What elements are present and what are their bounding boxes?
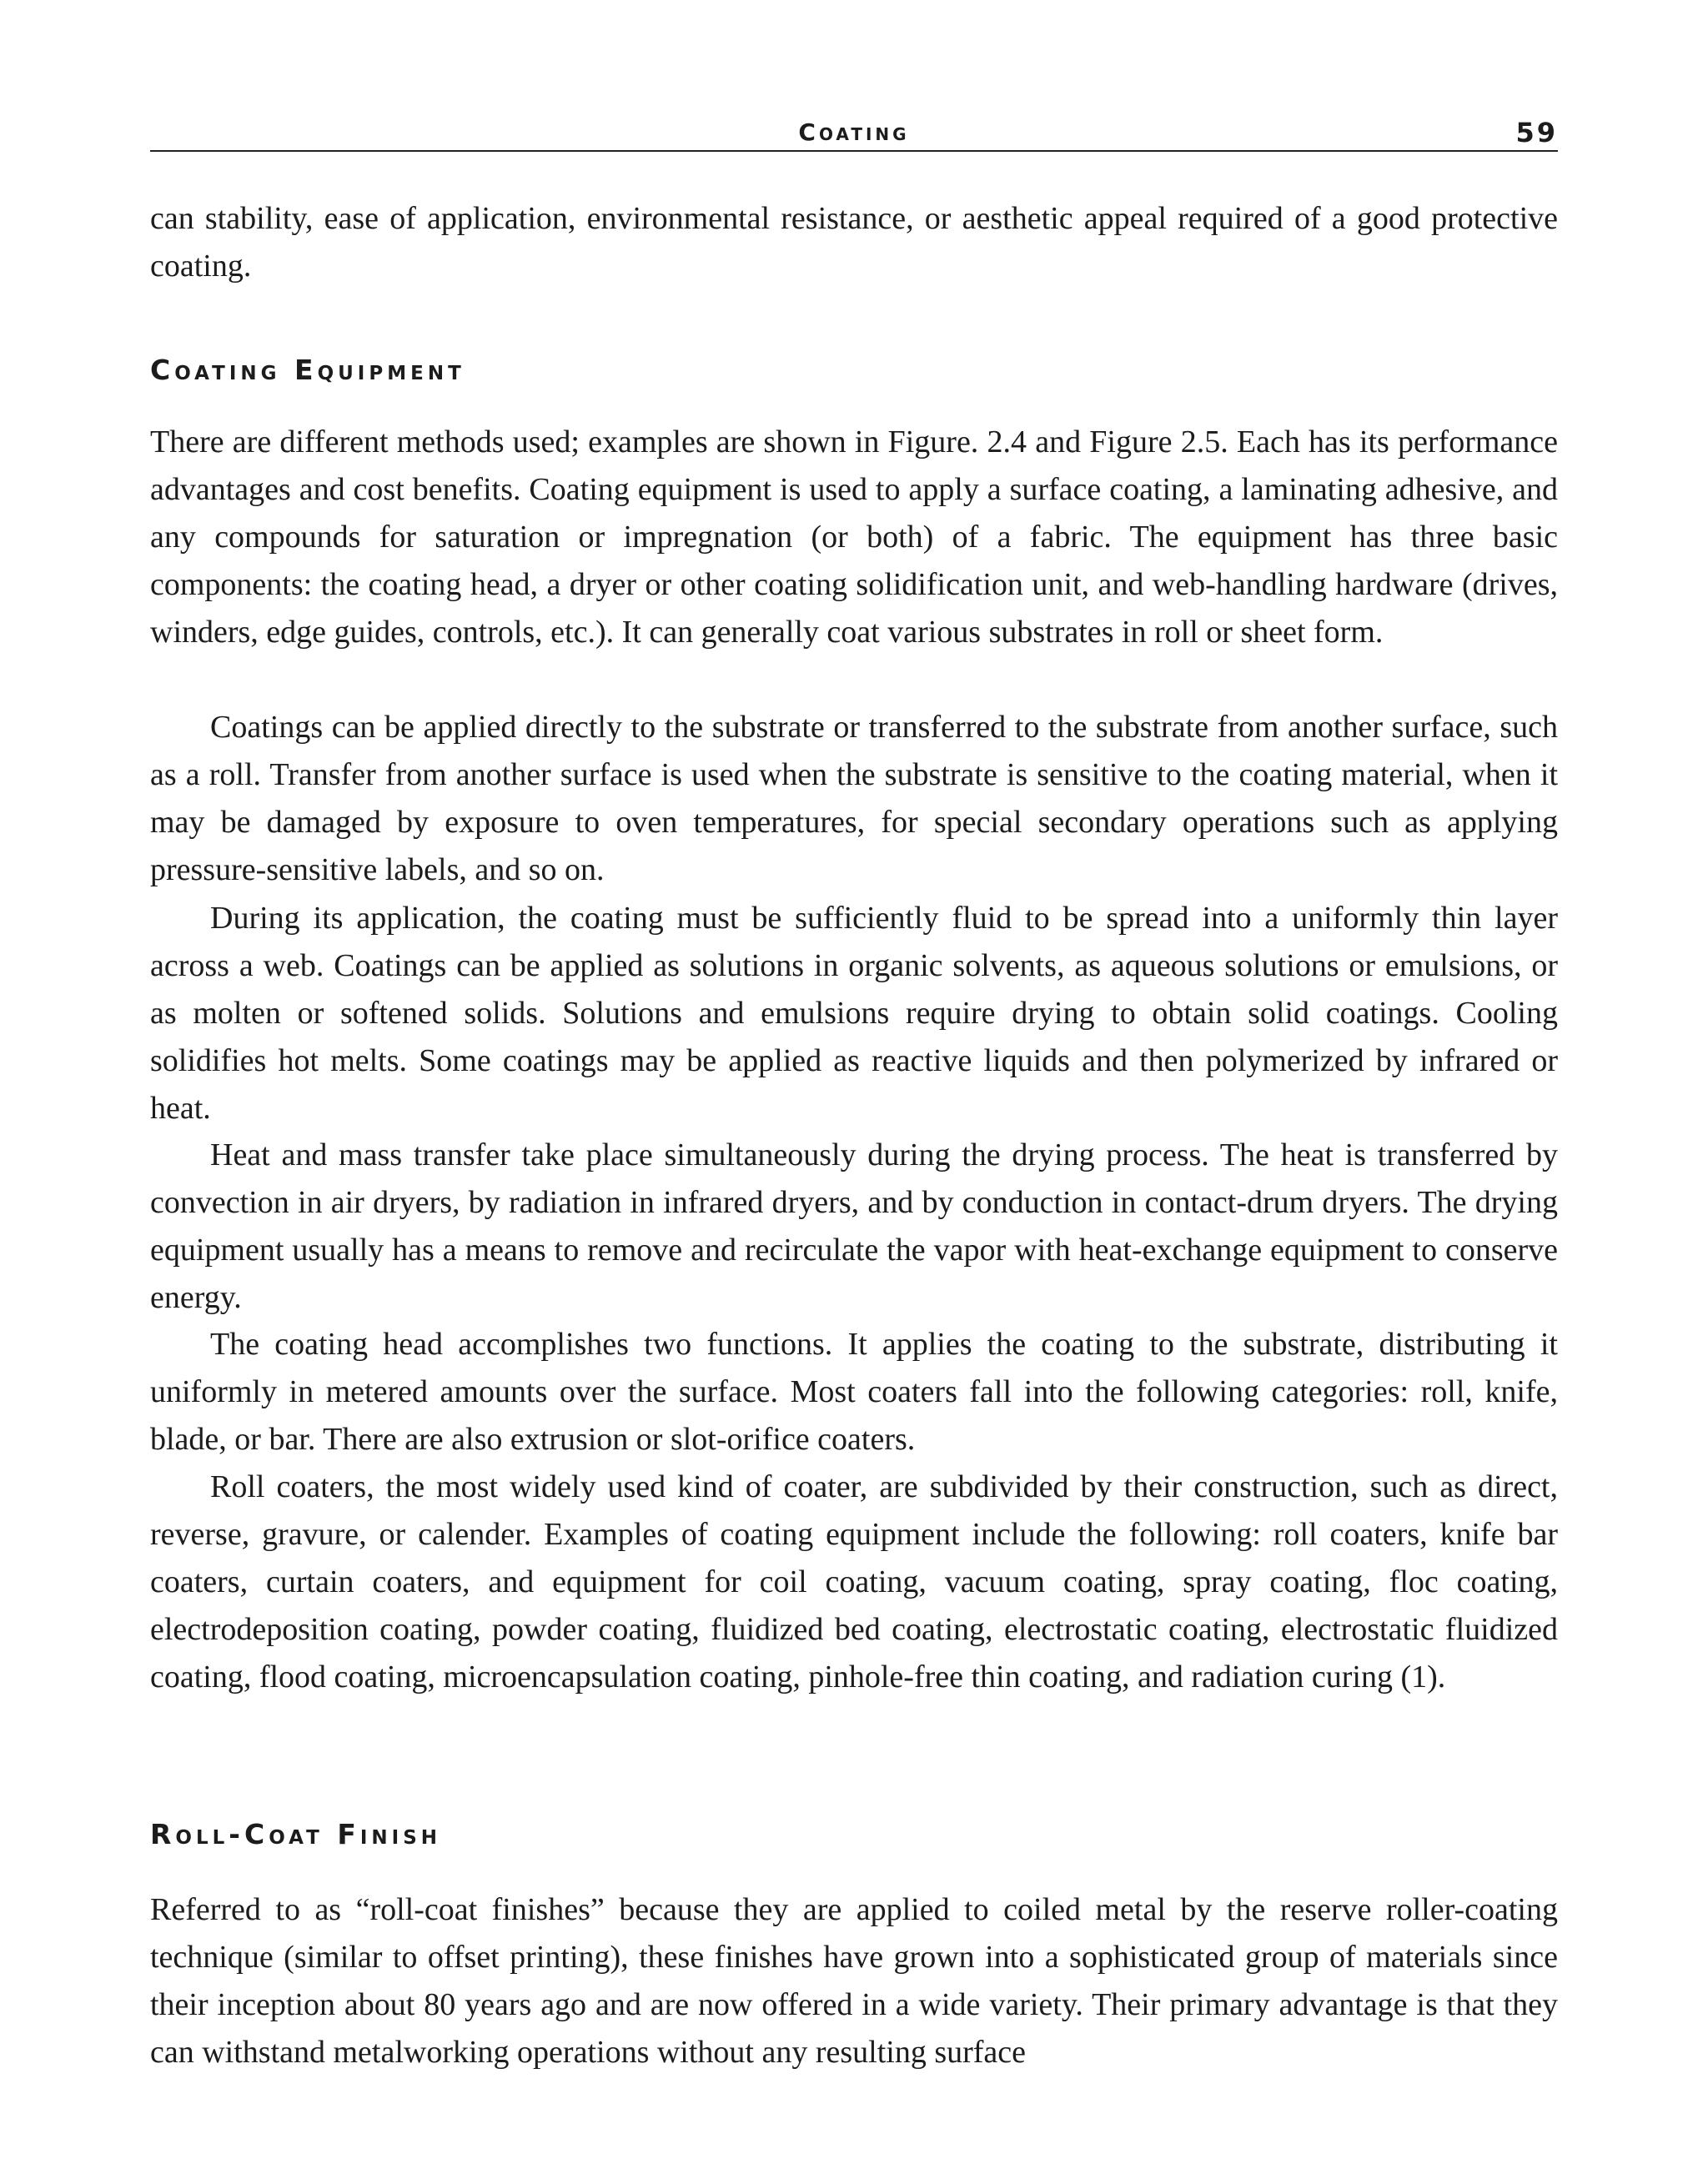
continuation-paragraph: can stability, ease of application, environmental resistance, or aesthetic appeal required of a good protective coating. [150,201,1558,284]
paragraph: Referred to as “roll-coat finishes” because they are applied to coiled metal by the reserve roller-coating technique (similar to offset printing), these finishes have grown into a sophisticated group of materials since their inception about 80 years ago and are now offered in a wide variety. Their primary advantage is that they can withstand metalworking operations without any resulting surface [150,1892,1558,2070]
running-head-title: Coating [798,118,910,146]
section-heading-roll-coat-finish: Roll-Coat Finish [150,1818,442,1850]
paragraph: The coating head accomplishes two functions. It applies the coating to the substrate, distributing it uniformly in metered amounts over the surface. Most coaters fall into the following categories: roll, knife, blade, or bar. There are also extrusion or slot-orifice coaters. [150,1327,1558,1457]
running-header [150,117,1558,152]
paragraph: Heat and mass transfer take place simultaneously during the drying process. The heat is transferred by convection in air dryers, by radiation in infrared dryers, and by conduction in contact-drum dryers. The drying equipment usually has a means to remove and recirculate the vapor with heat-exchange equipment to conserve energy. [150,1137,1558,1315]
page-number: 59 [1515,117,1558,148]
paragraph: Roll coaters, the most widely used kind of coater, are subdivided by their construction, such as direct, reverse, gravure, or calender. Examples of coating equipment include the following: roll coaters, knife bar coaters, curtain coaters, and equipment for coil coating, vacuum coating, spray coating, floc coating, electrodeposition coating, powder coating, fluidized bed coating, electrostatic coating, electrostatic fluidized coating, flood coating, microencapsulation coating, pinhole-free thin coating, and radiation curing (1). [150,1469,1558,1694]
paragraph: During its application, the coating must be sufficiently fluid to be spread into a uniformly thin layer across a web. Coatings can be applied as solutions in organic solvents, as aqueous solutions or emulsions, or as molten or softened solids. Solutions and emulsions require drying to obtain solid coatings. Cooling solidifies hot melts. Some coatings may be applied as reactive liquids and then polymerized by infrared or heat. [150,901,1558,1126]
paragraph: There are different methods used; examples are shown in Figure. 2.4 and Figure 2.5. Each has its performance advantages and cost benefits. Coating equipment is used to apply a surface coating, a laminating adhesive, and any compounds for saturation or impregnation (or both) of a fabric. The equipment has three basic components: the coating head, a dryer or other coating solidification unit, and web-handling hardware (drives, winders, edge guides, controls, etc.). It can generally coat various substrates in roll or sheet form. [150,424,1558,650]
section-heading-coating-equipment: Coating Equipment [150,354,465,386]
paragraph: Coatings can be applied directly to the substrate or transferred to the substrate from another surface, such as a roll. Transfer from another surface is used when the substrate is sensitive to the coating material, when it may be damaged by exposure to oven temperatures, for special secondary operations such as applying pressure-sensitive labels, and so on. [150,710,1558,887]
